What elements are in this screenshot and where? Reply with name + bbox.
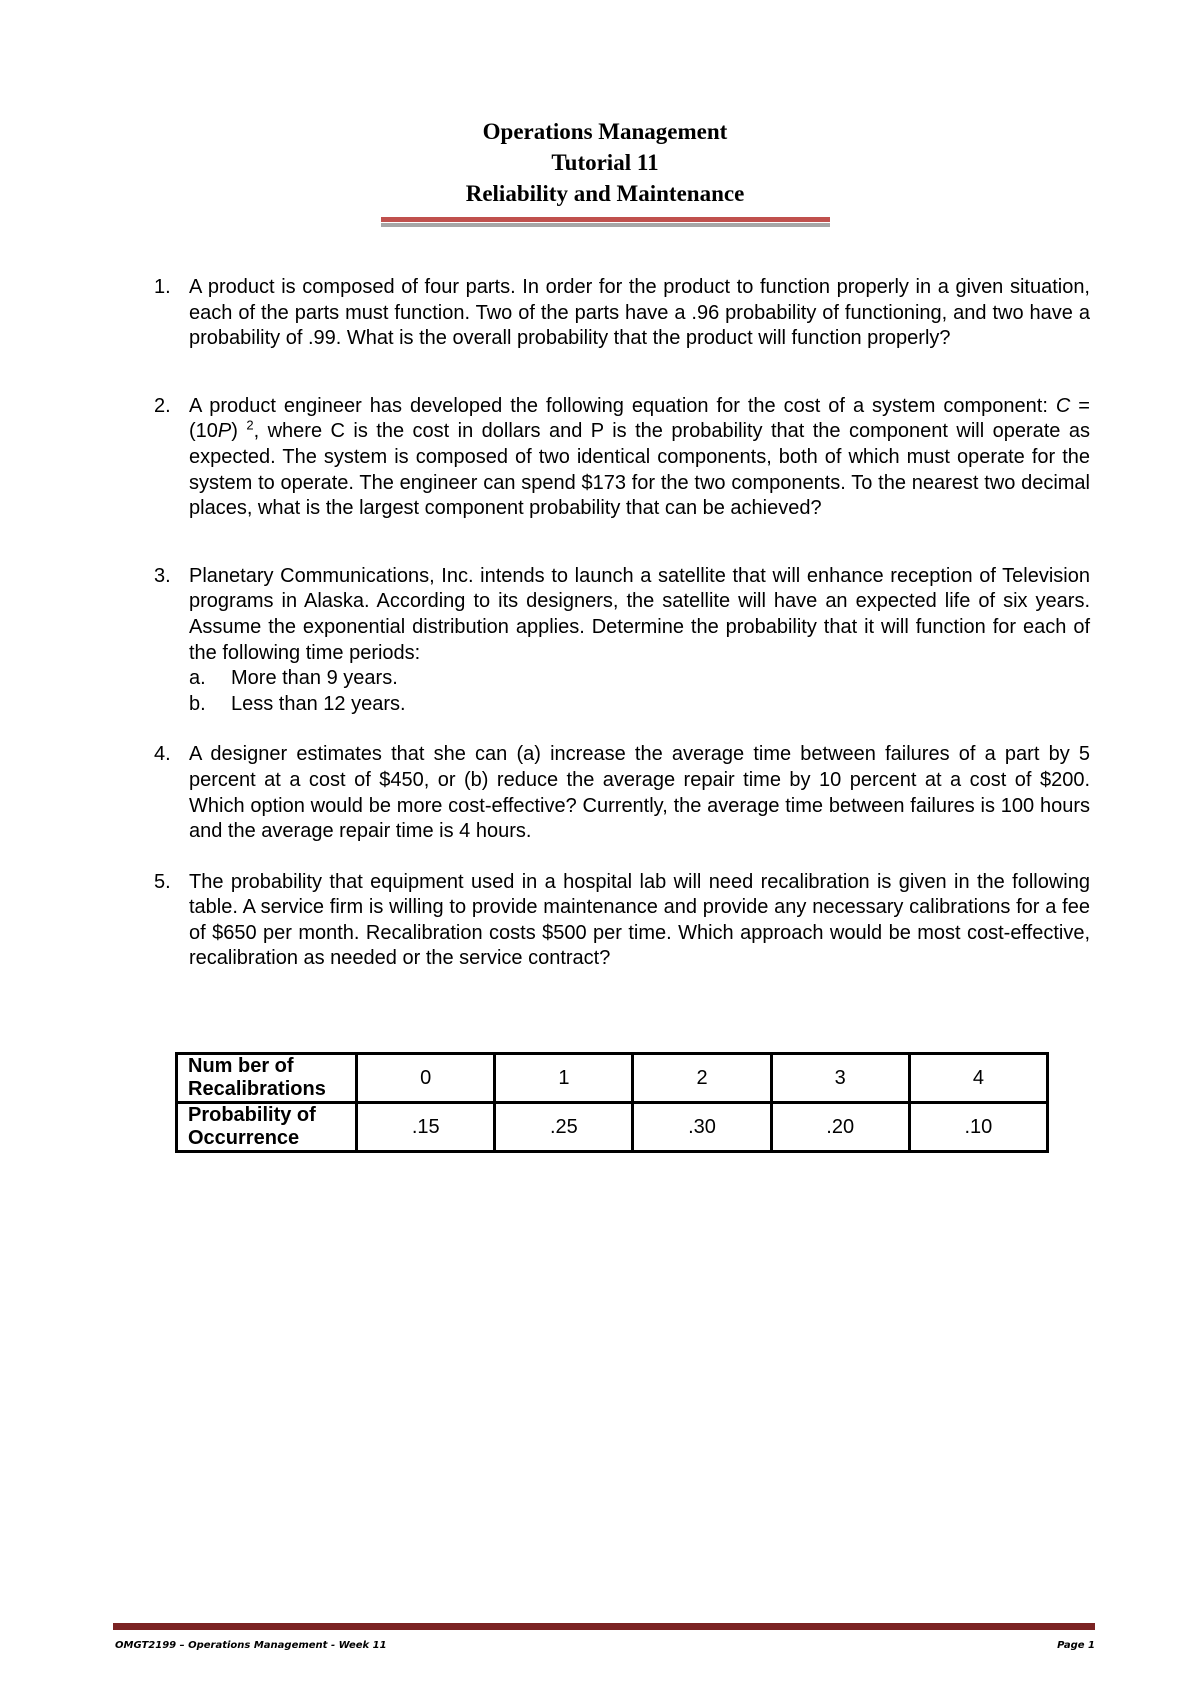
row-label-line: Occurrence bbox=[188, 1127, 300, 1149]
footer-divider bbox=[113, 1623, 1095, 1630]
table-cell: .25 bbox=[495, 1103, 633, 1152]
document-header bbox=[0, 116, 1200, 209]
title-divider-grey bbox=[381, 223, 830, 227]
recalibration-table bbox=[175, 1052, 1049, 1153]
title-divider-red bbox=[381, 217, 830, 222]
sub-question-b bbox=[189, 692, 1090, 718]
sub-question-list bbox=[189, 666, 1090, 717]
table-cell: 1 bbox=[495, 1054, 633, 1103]
formula-exponent: 2 bbox=[246, 417, 254, 433]
sub-question-letter: a. bbox=[189, 667, 206, 690]
table-cell: .15 bbox=[357, 1103, 495, 1152]
footer-course-label: OMGT2199 – Operations Management - Week 11 bbox=[115, 1640, 387, 1651]
formula-variable-c: C bbox=[1055, 394, 1071, 417]
table-cell: .20 bbox=[771, 1103, 909, 1152]
table-cell: 0 bbox=[357, 1054, 495, 1103]
row-label-recalibrations bbox=[177, 1054, 357, 1103]
question-text: A designer estimates that she can (a) increase the average time between failures of a part by 5 percent at a cost of $450, or (b) reduce the average repair time by 10 percent at a cost of $200. Which option would be more cost-effective? Currently, the average time between failures is 100 hours and the average repair time is 4 hours. bbox=[189, 743, 1090, 843]
question-text-part: A product engineer has developed the following equation for the cost of a system component: bbox=[189, 394, 1056, 417]
question-number: 5. bbox=[154, 870, 171, 893]
sub-question-text: More than 9 years. bbox=[231, 667, 398, 690]
question-text-part: , where C is the cost in dollars and P is the probability that the component will operate as expected. The system is composed of two identical components, both of which must operate for the system to operate. The engineer can spend $173 for the two components. To the nearest two decimal places, what is the largest component probability that can be achieved? bbox=[189, 420, 1090, 520]
question-4 bbox=[140, 742, 1090, 844]
row-label-line: Probability of bbox=[188, 1104, 316, 1126]
sub-question-a bbox=[189, 666, 1090, 692]
document-title: Operations Management bbox=[482, 119, 728, 144]
question-number: 3. bbox=[154, 564, 171, 587]
question-text: The probability that equipment used in a hospital lab will need recalibration is given in the following table. A service firm is willing to provide maintenance and provide any necessary calibrations for a fee of $650 per month. Recalibration costs $500 per time. Which approach would be most cost-effective, recalibration as needed or the service contract? bbox=[189, 870, 1090, 970]
question-5 bbox=[140, 870, 1090, 972]
table-row bbox=[177, 1103, 1048, 1152]
row-label-line: Num ber of bbox=[188, 1055, 294, 1077]
table-row bbox=[177, 1054, 1048, 1103]
table-cell: 4 bbox=[909, 1054, 1047, 1103]
table-cell: .10 bbox=[909, 1103, 1047, 1152]
question-number: 2. bbox=[154, 394, 171, 417]
table-cell: .30 bbox=[633, 1103, 771, 1152]
tutorial-number: Tutorial 11 bbox=[551, 150, 659, 175]
question-list bbox=[140, 275, 1090, 972]
row-label-line: Recalibrations bbox=[188, 1078, 326, 1100]
tutorial-topic: Reliability and Maintenance bbox=[465, 181, 745, 206]
formula-part: = (10 bbox=[189, 394, 1090, 443]
formula-variable-p: P bbox=[217, 420, 232, 443]
question-number: 1. bbox=[154, 276, 171, 298]
question-number: 4. bbox=[154, 743, 171, 766]
footer-page-number: Page 1 bbox=[1057, 1640, 1095, 1651]
question-1 bbox=[140, 275, 1090, 352]
question-text: Planetary Communications, Inc. intends to launch a satellite that will enhance reception of Television programs in Alaska. According to its designers, the satellite will have an expected life of six years. Assume the exponential distribution applies. Determine the probability that it will function for each of the following time periods: bbox=[189, 564, 1090, 664]
question-text bbox=[189, 394, 1090, 522]
question-3 bbox=[140, 564, 1090, 718]
sub-question-letter: b. bbox=[189, 692, 206, 715]
sub-question-text: Less than 12 years. bbox=[231, 692, 406, 715]
question-2 bbox=[140, 394, 1090, 522]
table-cell: 3 bbox=[771, 1054, 909, 1103]
formula-part: ) bbox=[231, 420, 247, 443]
table-cell: 2 bbox=[633, 1054, 771, 1103]
row-label-probability bbox=[177, 1103, 357, 1152]
question-text: A product is composed of four parts. In order for the product to function properly in a given situation, each of the parts must function. Two of the parts have a .96 probability of functioning, and two have a probability of .99. What is the overall probability that the product will function properly? bbox=[189, 276, 1090, 350]
